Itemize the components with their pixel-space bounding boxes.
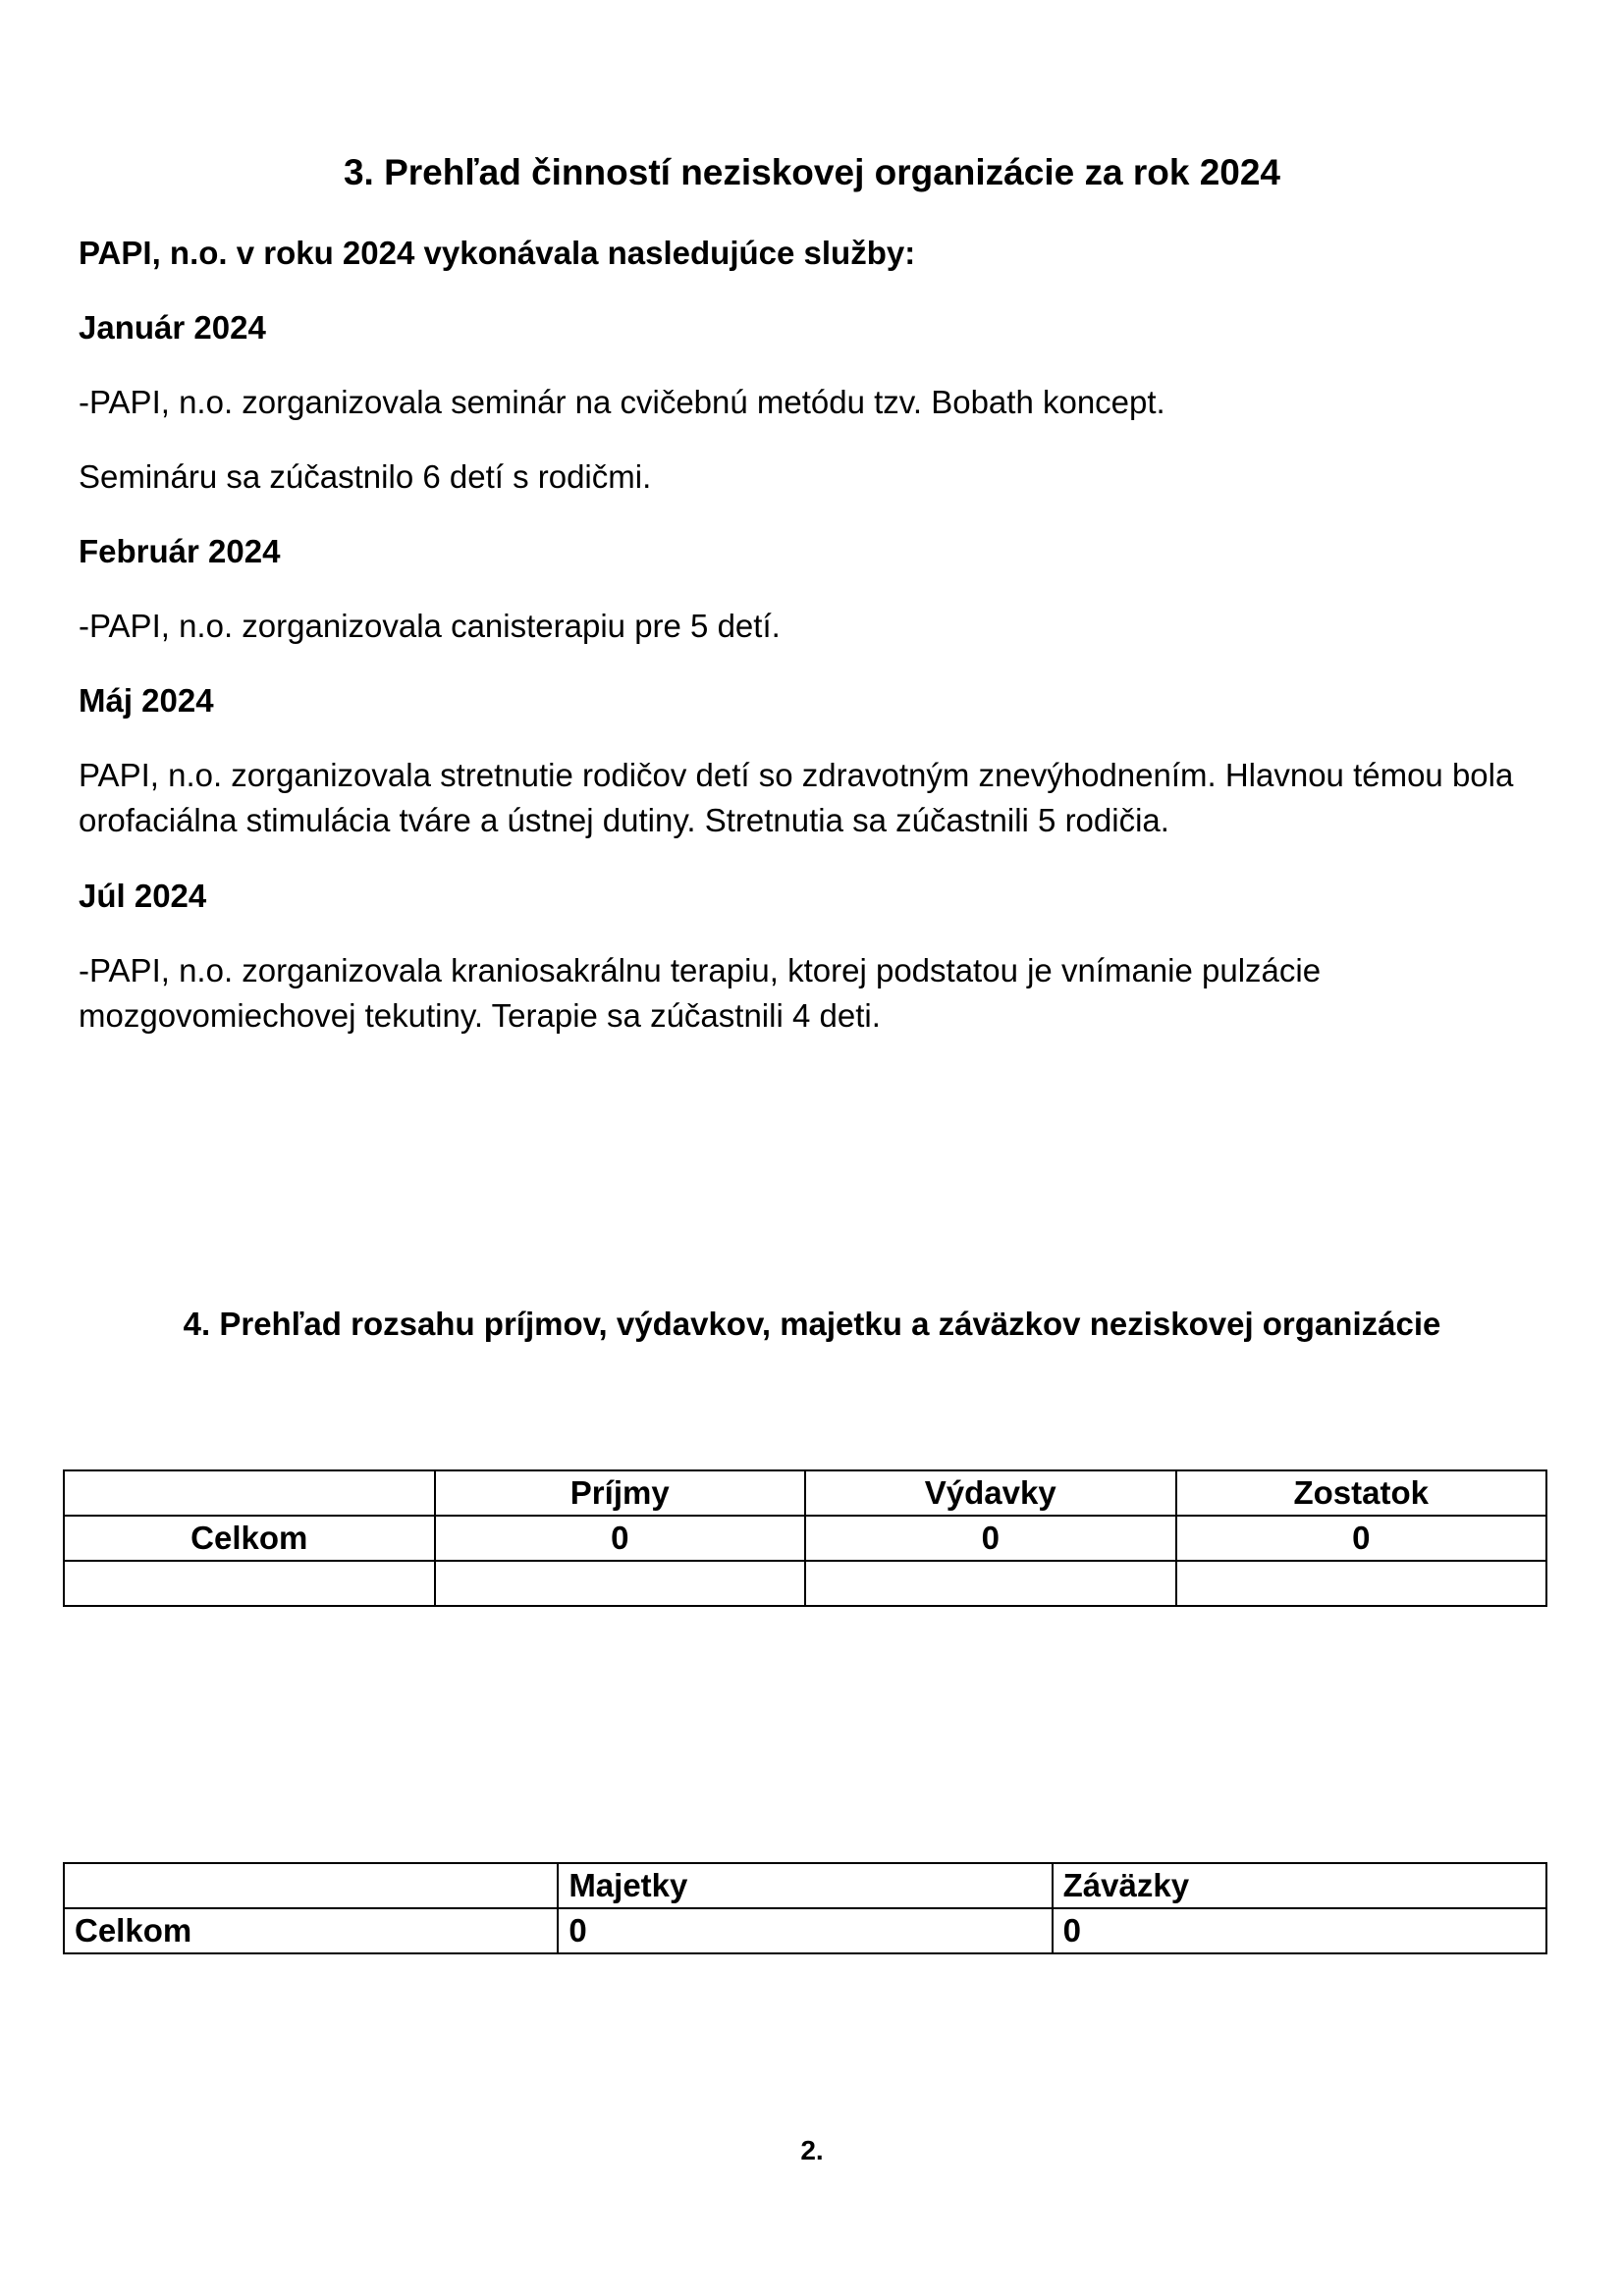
table-cell <box>1176 1561 1547 1606</box>
table-header-row <box>64 1863 1546 1908</box>
table-header-cell: Výdavky <box>805 1470 1176 1516</box>
table-header-cell: Majetky <box>558 1863 1052 1908</box>
table-header-row <box>64 1470 1546 1516</box>
assets-liabilities-table <box>63 1862 1547 1954</box>
month-heading-july: Júl 2024 <box>79 878 207 914</box>
table-header-cell <box>64 1863 558 1908</box>
table-cell: 0 <box>1053 1908 1546 1953</box>
table-header-cell: Zostatok <box>1176 1470 1547 1516</box>
table-header-cell: Záväzky <box>1053 1863 1546 1908</box>
may-paragraph-1: PAPI, n.o. zorganizovala stretnutie rodičov detí so zdravotným znevýhodnením. Hlavnou témou bola orofaciálna stimulácia tváre a ústnej dutiny. Stretnutia sa zúčastnili 5 rodičia. <box>79 757 1514 838</box>
table-row <box>64 1561 1546 1606</box>
january-paragraph-2: Semináru sa zúčastnilo 6 detí s rodičmi. <box>79 458 652 495</box>
table-cell: 0 <box>558 1908 1052 1953</box>
table-header-cell <box>64 1470 435 1516</box>
table-cell: 0 <box>1176 1516 1547 1561</box>
table-row <box>64 1908 1546 1953</box>
table-row <box>64 1516 1546 1561</box>
table-cell: 0 <box>805 1516 1176 1561</box>
section-4-title: 4. Prehľad rozsahu príjmov, výdavkov, majetku a záväzkov neziskovej organizácie <box>183 1306 1441 1342</box>
section-3-title: 3. Prehľad činností neziskovej organizácie za rok 2024 <box>343 152 1281 192</box>
february-paragraph-1: -PAPI, n.o. zorganizovala canisterapiu pre 5 detí. <box>79 608 781 644</box>
table-cell: Celkom <box>64 1516 435 1561</box>
table-cell: 0 <box>435 1516 806 1561</box>
section-3-intro: PAPI, n.o. v roku 2024 vykonávala nasledujúce služby: <box>79 235 916 271</box>
month-heading-january: Január 2024 <box>79 309 266 346</box>
table-cell <box>435 1561 806 1606</box>
table-header-cell: Príjmy <box>435 1470 806 1516</box>
page-number: 2. <box>800 2135 824 2165</box>
table-cell <box>805 1561 1176 1606</box>
month-heading-february: Február 2024 <box>79 533 281 569</box>
table-cell: Celkom <box>64 1908 558 1953</box>
month-heading-may: Máj 2024 <box>79 682 214 719</box>
table-cell <box>64 1561 435 1606</box>
january-paragraph-1: -PAPI, n.o. zorganizovala seminár na cvičebnú metódu tzv. Bobath koncept. <box>79 384 1165 420</box>
july-paragraph-1: -PAPI, n.o. zorganizovala kraniosakrálnu terapiu, ktorej podstatou je vnímanie pulzácie mozgovomiechovej tekutiny. Terapie sa zúčastnili 4 deti. <box>79 952 1322 1034</box>
income-expense-table <box>63 1469 1547 1607</box>
